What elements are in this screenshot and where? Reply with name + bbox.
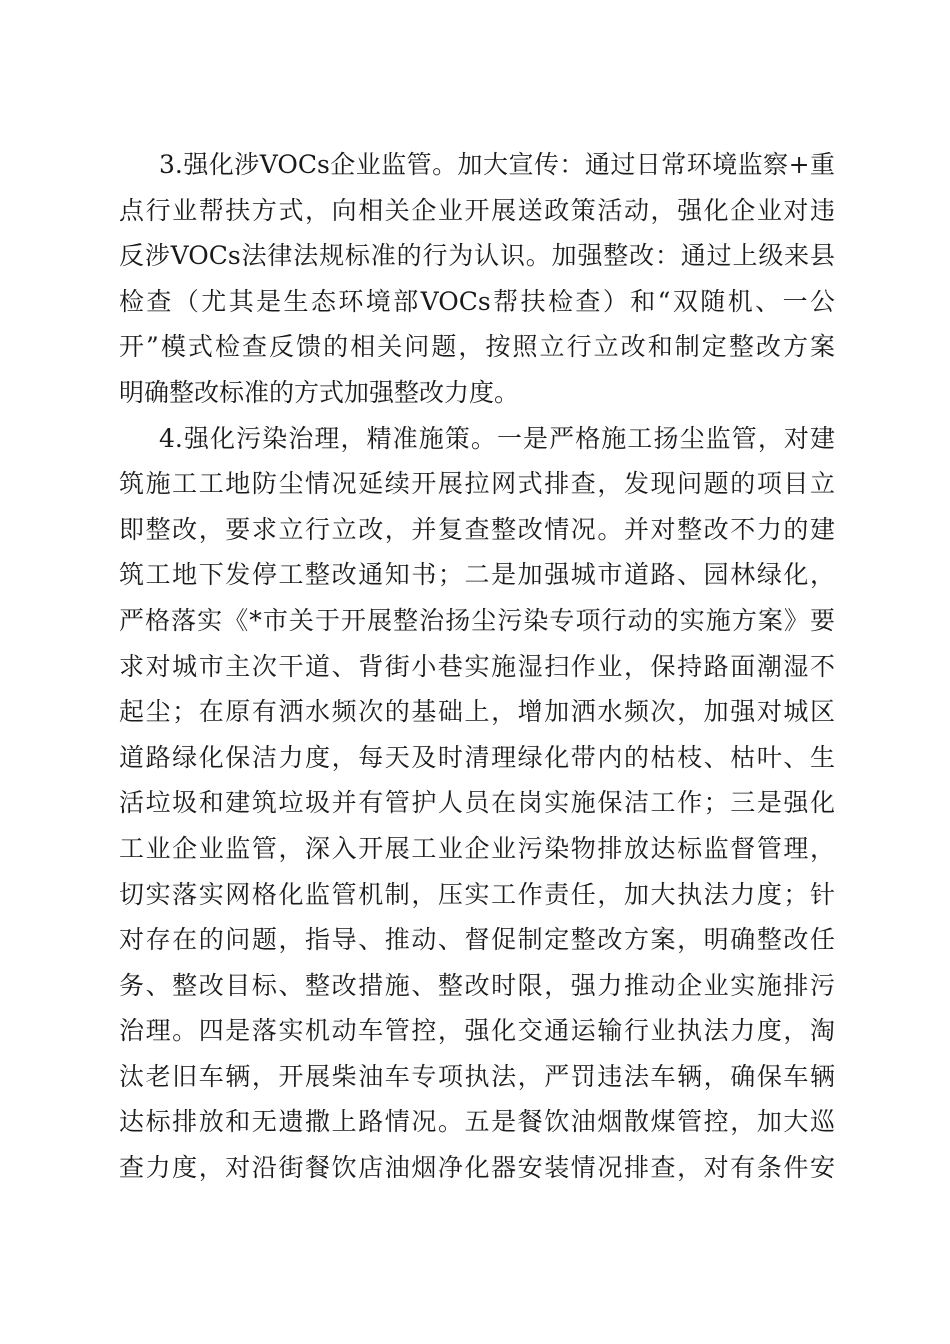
- paragraph-line: 严格落实《*市关于开展整治扬尘污染专项行动的实施方案》要: [119, 605, 835, 635]
- paragraph-pollution-control: [119, 416, 835, 1191]
- paragraph-line: 工业企业监管，深入开展工业企业污染物排放达标监督管理，: [119, 833, 835, 863]
- paragraph-line: 查力度，对沿街餐饮店油烟净化器安装情况排查，对有条件安: [119, 1153, 835, 1183]
- paragraph-line: 汰老旧车辆，开展柴油车专项执法，严罚违法车辆，确保车辆: [119, 1061, 835, 1091]
- paragraph-line: 4.强化污染治理，精准施策。一是严格施工扬尘监管，对建: [159, 423, 835, 453]
- paragraph-line: 求对城市主次干道、背街小巷实施湿扫作业，保持路面潮湿不: [119, 651, 835, 681]
- document-body: [119, 142, 835, 1191]
- paragraph-line: 务、整改目标、整改措施、整改时限，强力推动企业实施排污: [119, 970, 835, 1000]
- paragraph-line: 即整改，要求立行立改，并复查整改情况。并对整改不力的建: [119, 514, 835, 544]
- paragraph-line: 起尘；在原有洒水频次的基础上，增加洒水频次，加强对城区: [119, 697, 835, 727]
- paragraph-line: 检查（尤其是生态环境部VOCs帮扶检查）和“双随机、一公: [119, 286, 835, 316]
- paragraph-line: 筑工地下发停工整改通知书；二是加强城市道路、园林绿化，: [119, 560, 835, 590]
- paragraph-vocs-supervision: [119, 142, 835, 416]
- paragraph-line: 反涉VOCs法律法规标准的行为认识。加强整改：通过上级来县: [119, 241, 835, 271]
- paragraph-line: 开”模式检查反馈的相关问题，按照立行立改和制定整改方案: [119, 332, 835, 362]
- paragraph-line: 活垃圾和建筑垃圾并有管护人员在岗实施保洁工作；三是强化: [119, 788, 835, 818]
- paragraph-line: 3.强化涉VOCs企业监管。加大宣传：通过日常环境监察+重: [159, 150, 835, 179]
- paragraph-line: 筑施工工地防尘情况延续开展拉网式排查，发现问题的项目立: [119, 469, 835, 499]
- paragraph-line: 治理。四是落实机动车管控，强化交通运输行业执法力度，淘: [119, 1016, 835, 1046]
- paragraph-line: 明确整改标准的方式加强整改力度。: [119, 377, 520, 407]
- paragraph-line: 道路绿化保洁力度，每天及时清理绿化带内的枯枝、枯叶、生: [119, 742, 835, 772]
- paragraph-line: 对存在的问题，指导、推动、督促制定整改方案，明确整改任: [119, 925, 835, 955]
- paragraph-line: 点行业帮扶方式，向相关企业开展送政策活动，强化企业对违: [119, 195, 835, 225]
- paragraph-line: 切实落实网格化监管机制，压实工作责任，加大执法力度；针: [119, 879, 835, 909]
- paragraph-line: 达标排放和无遗撒上路情况。五是餐饮油烟散煤管控，加大巡: [119, 1107, 835, 1137]
